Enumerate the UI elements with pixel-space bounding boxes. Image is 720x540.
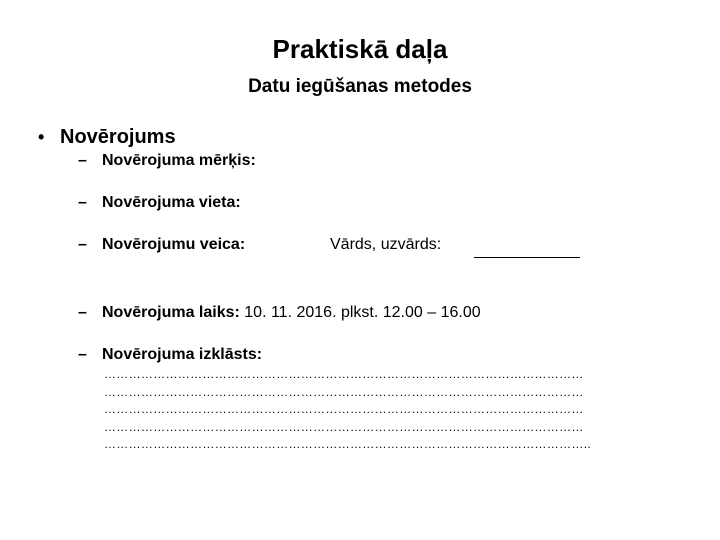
sub-item-goal: [78, 152, 256, 170]
bullet-symbol: •: [38, 127, 45, 147]
dotted-line: ………………………………………………………………………………………………………: [104, 402, 584, 416]
sub-item-label: Novērojuma laiks:: [102, 304, 240, 321]
sub-item-place: [78, 194, 241, 212]
dash-symbol: –: [78, 236, 87, 253]
name-field-blank-line: [474, 236, 580, 258]
sub-item-label: Novērojumu veica:: [102, 236, 246, 253]
sub-item-label: Novērojuma mērķis:: [102, 152, 256, 169]
page-subtitle: Datu iegūšanas metodes: [248, 76, 472, 97]
bullet-item-observation: [38, 126, 176, 149]
name-field-label: Vārds, uzvārds:: [330, 236, 442, 253]
dotted-line: ………………………………………………………………………………………………………..: [104, 437, 591, 451]
dotted-line: ………………………………………………………………………………………………………: [104, 419, 584, 434]
observation-time-value: 10. 11. 2016. plkst. 12.00 – 16.00: [244, 304, 481, 321]
sub-item-label: Novērojuma izklāsts:: [102, 346, 263, 363]
dotted-line: ………………………………………………………………………………………………………: [104, 367, 584, 381]
dash-symbol: –: [78, 152, 87, 169]
sub-item-observer: [78, 236, 245, 254]
dash-symbol: –: [78, 304, 87, 321]
description-dotted-lines: [104, 366, 670, 454]
sub-item-description: [78, 346, 262, 364]
sub-item-label: Novērojuma vieta:: [102, 194, 241, 211]
bullet-label: Novērojums: [60, 126, 176, 148]
page-title: Praktiskā daļa: [272, 34, 448, 64]
dash-symbol: –: [78, 194, 87, 211]
dash-symbol: –: [78, 346, 87, 363]
dotted-line: ………………………………………………………………………………………………………: [104, 384, 584, 399]
sub-item-time: [78, 304, 481, 322]
